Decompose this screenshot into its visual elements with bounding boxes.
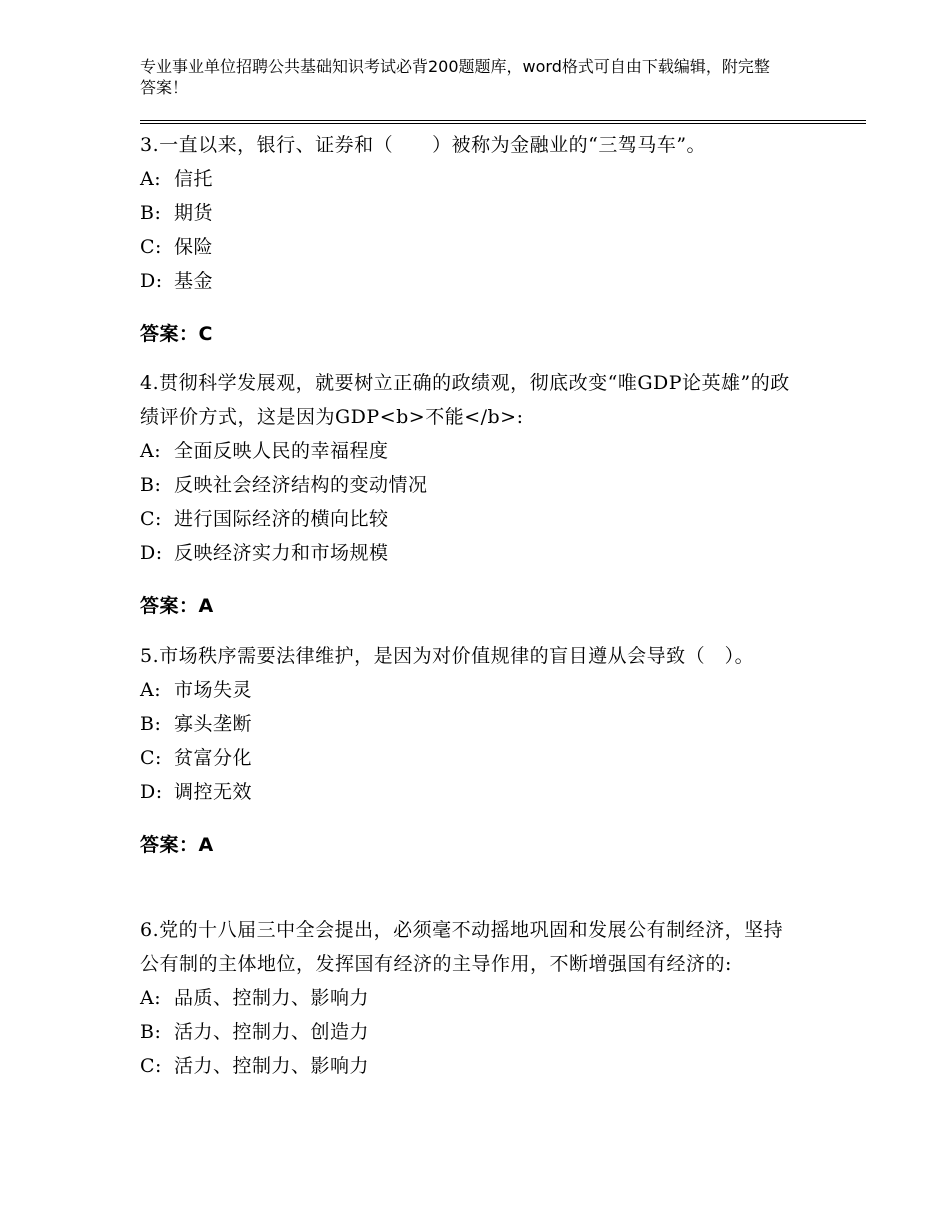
option-letter: C:: [140, 508, 162, 530]
option-d: [140, 536, 800, 570]
option-letter: B:: [140, 474, 162, 496]
option-text: 贫富分化: [174, 747, 253, 769]
option-letter: A:: [140, 987, 162, 1009]
option-d: [140, 775, 800, 809]
option-text: 反映社会经济结构的变动情况: [174, 474, 428, 496]
option-text: 寡头垄断: [174, 713, 253, 735]
answer-value: A: [198, 834, 214, 856]
option-b: [140, 707, 800, 741]
option-text: 反映经济实力和市场规模: [174, 542, 389, 564]
option-b: [140, 468, 800, 502]
option-letter: D:: [140, 542, 163, 564]
option-text: 基金: [174, 270, 214, 292]
option-letter: B:: [140, 1021, 162, 1043]
option-letter: A:: [140, 679, 162, 701]
option-c: [140, 502, 800, 536]
option-c: [140, 1049, 800, 1083]
option-d: [140, 264, 800, 298]
option-c: [140, 741, 800, 775]
option-text: 活力、控制力、影响力: [174, 1055, 370, 1077]
question-stem: 4.贯彻科学发展观，就要树立正确的政绩观，彻底改变“唯GDP论英雄”的政绩评价方式，这是因为GDP<b>不能</b>:: [140, 372, 790, 428]
option-text: 市场失灵: [174, 679, 253, 701]
answer-line: [140, 828, 800, 862]
header-divider: [140, 120, 866, 124]
option-text: 品质、控制力、影响力: [174, 987, 370, 1009]
option-text: 期货: [174, 202, 214, 224]
option-text: 进行国际经济的横向比较: [174, 508, 389, 530]
option-letter: D:: [140, 270, 163, 292]
option-text: 调控无效: [174, 781, 253, 803]
question-3: [140, 128, 800, 370]
option-a: [140, 673, 800, 707]
answer-value: A: [198, 595, 214, 617]
option-letter: B:: [140, 202, 162, 224]
option-b: [140, 1015, 800, 1049]
question-stem: 5.市场秩序需要法律维护，是因为对价值规律的盲目遵从会导致（ ）。: [140, 645, 755, 667]
answer-label: 答案：: [140, 323, 199, 345]
option-b: [140, 196, 800, 230]
answer-line: [140, 589, 800, 623]
option-text: 全面反映人民的幸福程度: [174, 440, 389, 462]
option-letter: C:: [140, 1055, 162, 1077]
option-letter: A:: [140, 168, 162, 190]
option-a: [140, 434, 800, 468]
question-4: [140, 366, 800, 642]
option-letter: C:: [140, 747, 162, 769]
question-stem: 6.党的十八届三中全会提出，必须毫不动摇地巩固和发展公有制经济，坚持公有制的主体地位，发挥国有经济的主导作用，不断增强国有经济的:: [140, 919, 784, 975]
answer-label: 答案：: [140, 834, 199, 856]
option-letter: B:: [140, 713, 162, 735]
option-text: 信托: [174, 168, 214, 190]
option-letter: A:: [140, 440, 162, 462]
document-header: 专业事业单位招聘公共基础知识考试必背200题题库，word格式可自由下载编辑，附完整答案！: [140, 57, 770, 97]
option-letter: C:: [140, 236, 162, 258]
question-6: [140, 913, 800, 1083]
option-a: [140, 162, 800, 196]
answer-label: 答案：: [140, 595, 199, 617]
answer-value: C: [198, 323, 213, 345]
option-text: 保险: [174, 236, 214, 258]
answer-line: [140, 317, 800, 351]
option-a: [140, 981, 800, 1015]
option-letter: D:: [140, 781, 163, 803]
question-5: [140, 639, 800, 881]
option-c: [140, 230, 800, 264]
question-stem: 3.一直以来，银行、证券和（ ）被称为金融业的“三驾马车”。: [140, 134, 707, 156]
option-text: 活力、控制力、创造力: [174, 1021, 370, 1043]
